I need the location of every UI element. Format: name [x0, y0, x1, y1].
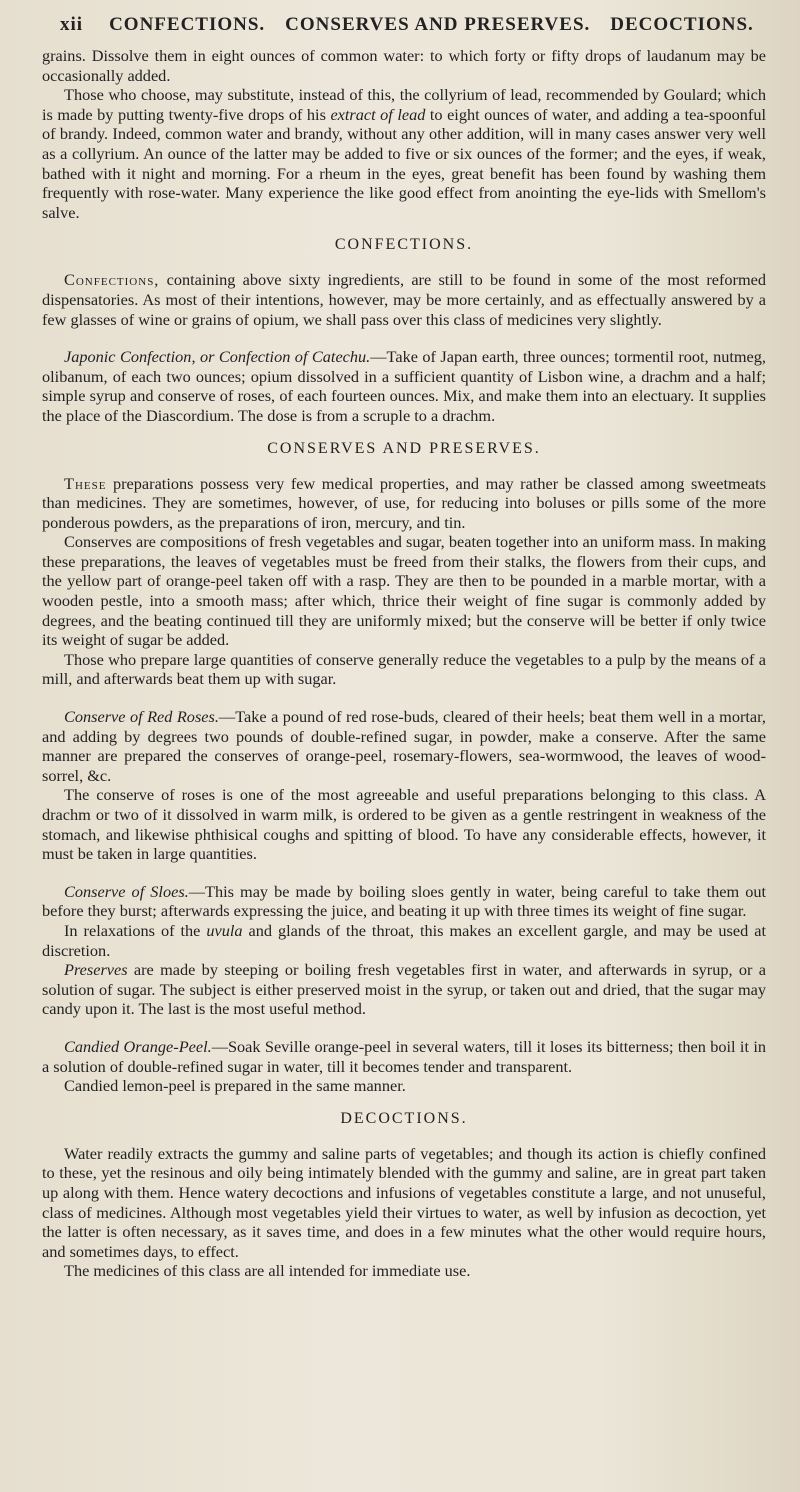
section-heading-conserves: CONSERVES AND PRESERVES. [267, 439, 541, 457]
conserves-paragraph-7: In relaxations of the uvula and glands of the throat, this makes an excellent gargle, and may be used at discretion. [42, 920, 766, 960]
red-roses-recipe: Conserve of Red Roses.—Take a pound of red rose-buds, cleared of their heels; beat them well in a mortar, and adding by degrees two pounds of double-refined sugar, in powder, make a conserve. After the same manner are prepared the conserves of orange-peel, rosemary-flowers, sea-wormwood, the leaves of wood-sorrel, &c. [42, 707, 767, 785]
section-heading-confections: CONFECTIONS. [334, 236, 474, 254]
sloes-recipe: Conserve of Sloes.—This may be made by boiling sloes gently in water, being careful to take them out before they burst; afterwards expressing the juice, and beating it up with three times its weight of fine sugar. [42, 881, 766, 921]
confections-paragraph-1: Confections, containing above sixty ingredients, are still to be found in some of the most reformed dispensatories. As most of their intentions, however, may be more certainly, and as effectually answered by a few glasses of wine or grains of opium, we shall pass over this class of medicines very slightly. [42, 270, 766, 329]
intro-paragraph-2: Those who choose, may substitute, instead of this, the collyrium of lead, recommended by Goulard; which is made by putting twenty-five drops of his extract of lead to eight ounces of water, and adding a tea-spoonful of brandy. Indeed, common water and brandy, without any other addition, will in many cases answer very well as a collyrium. An ounce of the latter may be added to five or six ounces of the former; and the eyes, if weak, bathed with it night and morning. For a rheum in the eyes, great benefit has been found by washing them frequently with rose-water. Many experience the like good effect from anointing the eye-lids with Smellom's salve. [42, 85, 766, 222]
candied-lemon-peel-note: Candied lemon-peel is prepared in the same manner. [64, 1076, 406, 1096]
running-head-decoctions: DECOCTIONS. [610, 14, 754, 35]
conserves-paragraph-3: Those who prepare large quantities of conserve generally reduce the vegetables to a pulp by the means of a mill, and afterwards beat them up with sugar. [42, 649, 766, 689]
conserves-paragraph-1: These preparations possess very few medical properties, and may rather be classed among sweetmeats than medicines. They are sometimes, however, of use, for reducing into boluses or pills some of the more ponderous powders, as the preparations of iron, mercury, and tin. [42, 473, 766, 532]
decoctions-paragraph-1: Water readily extracts the gummy and saline parts of vegetables; and though its action is chiefly confined to these, yet the resinous and oily being intimately blended with the gummy and saline, are in great part taken up along with them. Hence watery decoctions and infusions of vegetables constitute a large, and not unuseful, class of medicines. Although most vegetables yield their virtues to water, as well by infusion as decoction, yet the latter is often necessary, as it saves time, and does in a few minutes what the other would require hours, and sometimes days, to effect. [42, 1143, 766, 1261]
running-head-conserves: CONSERVES AND PRESERVES. [285, 14, 591, 35]
preserves-paragraph: Preserves are made by steeping or boiling fresh vegetables first in water, and afterwards in syrup, or a solution of sugar. The subject is either preserved moist in the syrup, or taken out and dried, that the sugar may candy upon it. The last is the most useful method. [42, 960, 766, 1019]
page-number: xii [60, 14, 84, 35]
section-heading-decoctions: DECOCTIONS. [340, 1109, 468, 1127]
intro-paragraph-1: grains. Dissolve them in eight ounces of common water: to which forty or fifty drops of laudanum may be occasionally added. [42, 46, 766, 85]
candied-orange-peel-recipe: Candied Orange-Peel.—Soak Seville orange-peel in several waters, till it loses its bitterness; then boil it in a solution of double-refined sugar in water, till it becomes tender and transparent. [42, 1036, 766, 1076]
japonic-confection-recipe: Japonic Confection, or Confection of Catechu.—Take of Japan earth, three ounces; tormentil root, nutmeg, olibanum, of each two ounces; opium dissolved in a sufficient quantity of Lisbon wine, a drachm and a half; simple syrup and conserve of roses, of each fourteen ounces. Mix, and make them into an electuary. It supplies the place of the Diascordium. The dose is from a scruple to a drachm. [42, 347, 766, 425]
decoctions-paragraph-2: The medicines of this class are all intended for immediate use. [64, 1261, 471, 1281]
running-head-confections: CONFECTIONS. [109, 14, 266, 35]
conserves-paragraph-2: Conserves are compositions of fresh vegetables and sugar, beaten together into an uniform mass. In making these preparations, the leaves of vegetables must be freed from their stalks, the flowers from their cups, and the yellow part of orange-peel taken off with a rasp. They are then to be pounded in a marble mortar, with a wooden pestle, into a smooth mass; after which, thrice their weight of fine sugar is commonly added by degrees, and the beating continued till they are uniformly mixed; but the conserve will be better if only twice its weight of sugar be added. [42, 532, 766, 650]
conserves-paragraph-5: The conserve of roses is one of the most agreeable and useful preparations belonging to this class. A drachm or two of it dissolved in warm milk, is ordered to be given as a gentle restringent in weakness of the stomach, and likewise phthisical coughs and spitting of blood. To have any considerable effects, however, it must be taken in large quantities. [42, 785, 766, 864]
running-head [42, 14, 766, 36]
